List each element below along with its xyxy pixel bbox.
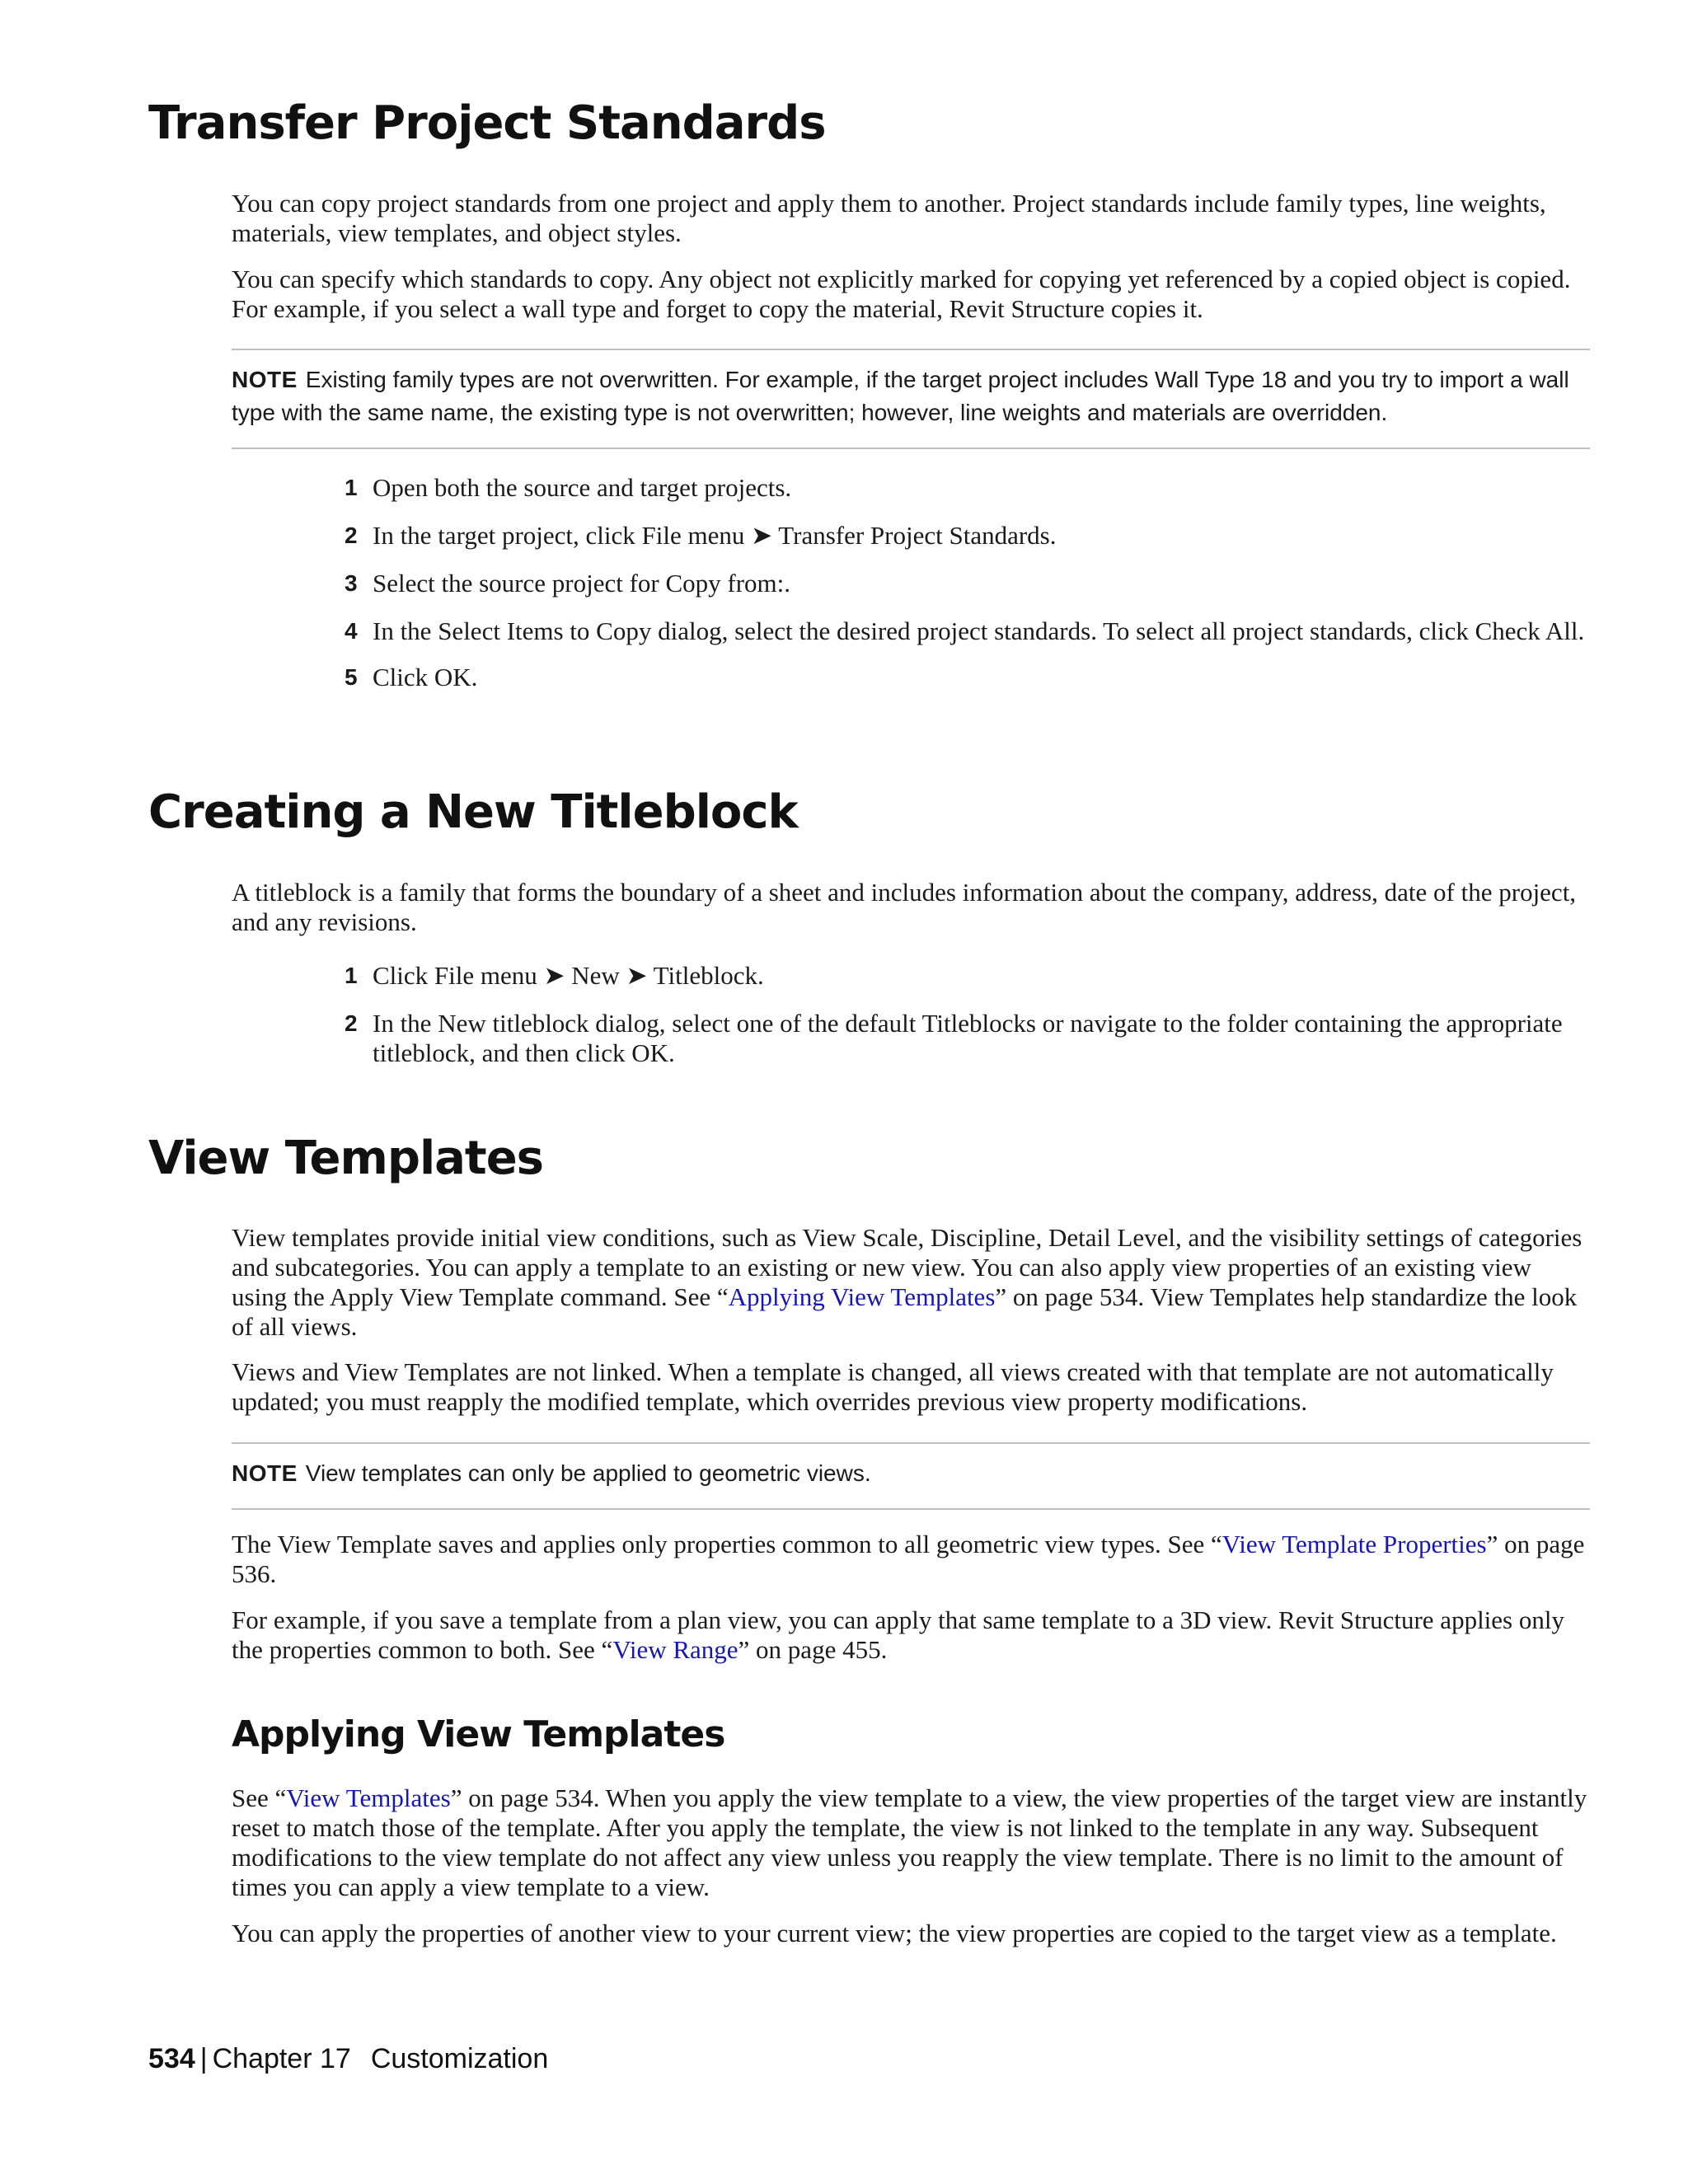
heading-applying-view-templates: Applying View Templates: [232, 1713, 725, 1755]
paragraph: Views and View Templates are not linked. When a template is changed, all views created with that template are not automatically updated; you must reapply the modified template, which overrides previous view property modifications.: [232, 1357, 1554, 1416]
step-number: 4: [345, 618, 358, 644]
link-view-template-properties[interactable]: View Template Properties: [1221, 1530, 1487, 1558]
note-rule-top: [232, 1442, 1590, 1444]
footer-chapter-title: Customization: [370, 2043, 549, 2074]
link-applying-view-templates[interactable]: Applying View Templates: [728, 1282, 996, 1311]
paragraph: You can copy project standards from one project and apply them to another. Project standards include family types, line weights, materials, view templates, and object styles.: [232, 189, 1546, 247]
steps-list: [338, 961, 1591, 1068]
paragraph: See “View Templates” on page 534. When you apply the view template to a view, the view properties of the target view are instantly reset to match those of the template. After you apply the template, the view is not linked to the template in any way. Subsequent modifications to the view template do not affect any view unless you reapply the view template. There is no limit to the amount of times you can apply a view template to a view.: [232, 1783, 1587, 1901]
step-number: 3: [345, 570, 358, 596]
paragraph: A titleblock is a family that forms the boundary of a sheet and includes information about the company, address, date of the project, and any revisions.: [232, 878, 1577, 936]
footer-chapter: Chapter 17: [212, 2043, 351, 2074]
step-text: Select the source project for Copy from:.: [373, 569, 791, 598]
step-text: Click OK.: [373, 663, 478, 691]
link-view-templates[interactable]: View Templates: [286, 1783, 451, 1812]
steps-list: [338, 473, 1591, 692]
list-item: [338, 473, 1591, 503]
step-number: 5: [345, 664, 358, 690]
step-text: In the target project, click File menu ➤ Transfer Project Standards.: [373, 521, 1057, 550]
heading-view-templates: View Templates: [148, 1132, 544, 1185]
note-rule-bottom: [232, 1508, 1590, 1510]
list-item: [338, 663, 1591, 692]
list-item: [338, 569, 1591, 598]
paragraph: View templates provide initial view conditions, such as View Scale, Discipline, Detail Level, and the visibility settings of categories and subcategories. You can apply a template to an existing or new view. You can also apply view properties of an existing view using the Apply View Template command. See “Applying View Templates” on page 534. View Templates help standardize the look of all views.: [232, 1223, 1582, 1341]
paragraph: You can apply the properties of another view to your current view; the view properties are copied to the target view as a template.: [232, 1919, 1557, 1947]
list-item: [338, 616, 1591, 646]
step-number: 1: [345, 963, 358, 988]
note-label: NOTE: [232, 1460, 298, 1486]
list-item: [338, 1009, 1591, 1068]
paragraph: The View Template saves and applies only properties common to all geometric view types. See “View Template Properties” on page 536.: [232, 1530, 1585, 1588]
step-text: Click File menu ➤ New ➤ Titleblock.: [373, 961, 764, 990]
link-view-range[interactable]: View Range: [612, 1635, 738, 1664]
note-label: NOTE: [232, 367, 298, 392]
list-item: [338, 961, 1591, 991]
footer-separator: |: [199, 2043, 208, 2074]
step-number: 2: [345, 523, 358, 548]
note-rule-top: [232, 349, 1590, 350]
heading-creating-new-titleblock: Creating a New Titleblock: [148, 785, 798, 839]
heading-transfer-project-standards: Transfer Project Standards: [148, 96, 826, 150]
paragraph: For example, if you save a template from a plan view, you can apply that same template to a 3D view. Revit Structure applies only the properties common to both. See “View Range” on page 455.: [232, 1605, 1564, 1664]
step-number: 2: [345, 1010, 358, 1036]
step-number: 1: [345, 475, 358, 500]
step-text: In the Select Items to Copy dialog, select the desired project standards. To select all project standards, click Check All.: [373, 616, 1585, 645]
note-text: Existing family types are not overwritten. For example, if the target project includes Wall Type 18 and you try to import a wall type with the same name, the existing type is not overwritten; however, line weights and materials are overridden.: [232, 367, 1569, 425]
note-rule-bottom: [232, 448, 1590, 449]
note-block: [232, 1457, 1592, 1490]
step-text: Open both the source and target projects.: [373, 473, 792, 502]
page-footer: [148, 2042, 548, 2075]
list-item: [338, 521, 1591, 551]
note-text: View templates can only be applied to geometric views.: [305, 1460, 871, 1486]
note-block: [232, 363, 1592, 429]
step-text: In the New titleblock dialog, select one of the default Titleblocks or navigate to the folder containing the appropriate titleblock, and then click OK.: [373, 1009, 1563, 1067]
page-number: 534: [148, 2043, 195, 2074]
paragraph: You can specify which standards to copy. Any object not explicitly marked for copying yet referenced by a copied object is copied. For example, if you select a wall type and forget to copy the material, Revit Structure copies it.: [232, 265, 1571, 323]
